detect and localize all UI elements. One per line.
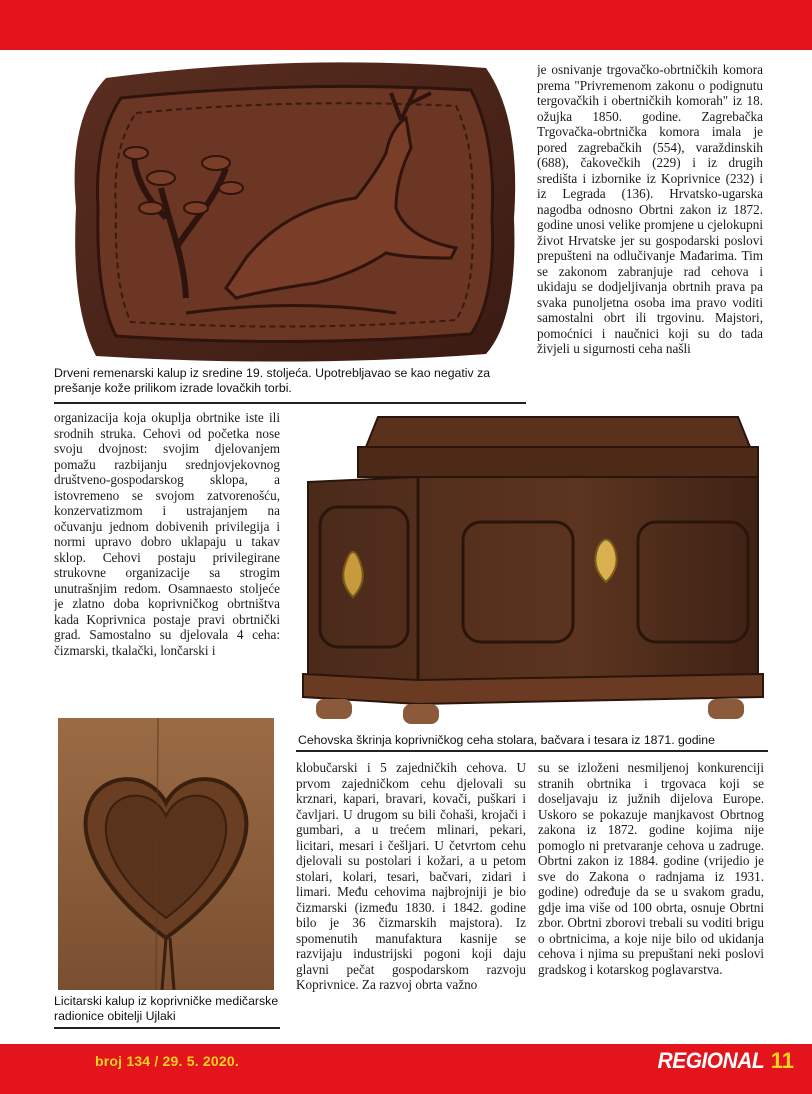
article-text: je osnivanje trgovačko-obrtničkih komora prema "Privremenom zakonu o podignutu tergovačkih i obertničkih komorah" iz 18. ožujka 1850. godine. Zagrebačka Trgovačka-obrtnička komora imala je pored zagrebačkih (554), varaždinskih (688), čakovečkih (229) i iz drugih središta i izbornike iz Koprivnice (232) i iz Legrada (136). Hrvatsko-ugarska nagodba odnosno Obrtni zakon iz 1872. godine unosi velike promjene u cjelokupni život Hrvatske jer su gospodarski poslovi prepušteni na odlučivanje Mađarima. Tim se zakonom zabranjuje rad cehova i ukidaju se dodjeljivanja obrtnih prava pa svaka punoljetna osoba ima pravo voditi samostalni obrt ili trgovinu. Majstori, pomoćnici i naučnici koji su do tada živjeli u sigurnosti ceha našli xyxy=(537,62,763,356)
article-column-mid-left xyxy=(54,410,280,716)
caption-rule-heart xyxy=(54,1027,280,1029)
article-column-bottom-right xyxy=(538,760,764,1032)
article-text: su se izloženi nesmiljenoj konkurenciji stranih obrtnika i trgovaca koji se doseljavaju iz južnih dijelova Europe. Uskoro se pokazuje manjkavost Obrtnog zakona iz 1872. godine kojima nije pomoglo ni pretvaranje cehova u zadruge. Obrtni zakon iz 1884. godine (vrijedio je sve do Zakona o radnjama iz 1931. godine) određuje da se u svakom gradu, gdje ima više od 100 obrta, osnuje Obrtni zbor. Obrtni zborovi trebali su voditi brigu o obrtnicima, a koje nije bilo od ukidanja cehova i njima su prepuštani neki poslovi gradskog i kotarskog poglavarstva. xyxy=(538,760,764,977)
guild-chest-image xyxy=(298,412,768,730)
caption-rule-chest xyxy=(296,750,768,752)
deer-mold-caption: Drveni remenarski kalup iz sredine 19. stoljeća. Upotrebljavao se kao negativ za prešanje kože prilikom izrade lovačkih torbi. xyxy=(54,366,491,395)
heart-mold-image xyxy=(58,718,274,990)
heart-mold-caption: Licitarski kalup iz koprivničke medičarske radionice obitelji Ujlaki xyxy=(54,994,279,1023)
page-number: 11 xyxy=(770,1048,794,1073)
guild-chest-caption: Cehovska škrinja koprivničkog ceha stolara, bačvara i tesara iz 1871. godine xyxy=(298,733,715,747)
article-column-bottom-mid xyxy=(296,760,526,1032)
article-text: klobučarski i 5 zajedničkih cehova. U prvom zajedničkom cehu djelovali su krznari, kapari, bravari, kovači, puškari i čavljari. U drugom su bili čohaši, krojači i gumbari, a u trećem mlinari, pekari, licitari, mesari i češljari. U četvrtom cehu djelovali su postolari i kožari, a u petom stolari, kolari, tesari, bačvari, zidari i limari. Među cehovima najbrojniji je bio čizmarski (između 1830. i 1842. godine bilo je 36 čizmarskih majstora). Iz spomenutih manufaktura kasnije se razvijaju industrijski pogoni koji daju glavni pečat gospodarskom razvoju Koprivnice. Za razvoj obrta važno xyxy=(296,760,526,992)
article-column-top-right xyxy=(537,62,763,410)
top-color-bar xyxy=(0,0,812,50)
article-text: organizacija koja okuplja obrtnike iste ili srodnih struka. Cehovi od početka nose svoju dvojnost: svojim djelovanjem pomažu razbijanju srednjovjekovnog društveno-gospodarskog sklopa, a istovremeno se svojom zatvorenošću, konzervatizmom i ustrajanjem na očuvanju jednom dobivenih privilegija i normi upravo dobro uklapaju u takav sklop. Cehovi postaju privilegirane strukovne organizacije sa strogim unutrašnjim redom. Osamnaesto stoljeće je zlatno doba koprivničkog obrtništva kada Koprivnica postaje pravi obrtnički grad. Samostalno su djelovala 4 ceha: čizmarski, tkalački, lončarski i xyxy=(54,410,280,658)
magazine-logo: REGIONAL xyxy=(657,1048,764,1073)
caption-rule-top xyxy=(54,402,526,404)
issue-date: broj 134 / 29. 5. 2020. xyxy=(95,1053,239,1069)
deer-mold-image xyxy=(66,58,526,364)
